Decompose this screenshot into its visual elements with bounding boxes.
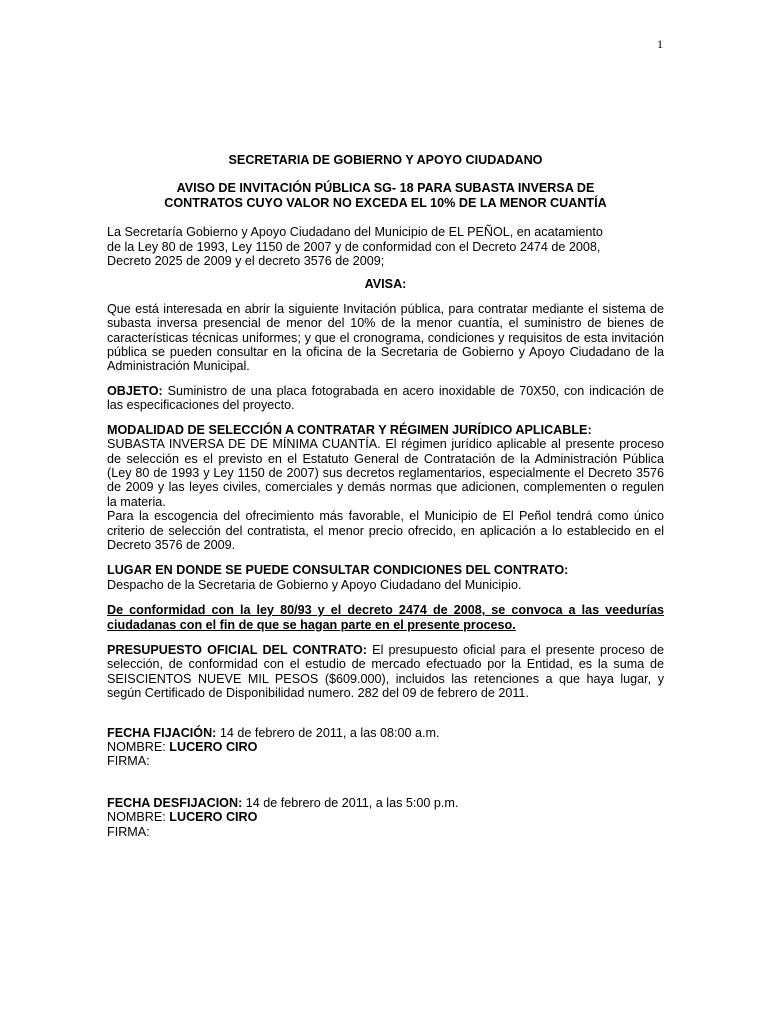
intro-line-1: La Secretaría Gobierno y Apoyo Ciudadano del Municipio de EL PEÑOL, en acatamiento bbox=[107, 225, 603, 240]
intro-paragraph bbox=[107, 225, 664, 268]
desfijacion-firma: FIRMA: bbox=[107, 824, 150, 839]
desfijacion-nombre-value: LUCERO CIRO bbox=[169, 810, 258, 825]
intro-line-2: de la Ley 80 de 1993, Ley 1150 de 2007 y de conformidad con el Decreto 2474 de 2008, bbox=[107, 239, 601, 254]
fecha-fijacion-label: FECHA FIJACIÓN: bbox=[107, 725, 217, 740]
fijacion-nombre-value: LUCERO CIRO bbox=[169, 740, 258, 754]
fijacion-firma: FIRMA: bbox=[107, 754, 150, 769]
secretaria-heading: SECRETARIA DE GOBIERNO Y APOYO CIUDADANO bbox=[228, 153, 543, 167]
lugar-section bbox=[107, 563, 664, 592]
modalidad-text: SUBASTA INVERSA DE DE MÍNIMA CUANTÍA. El régimen jurídico aplicable al presente proceso de selección es el previsto en el Estatuto General de Contratación de la Administración Pública (Ley 80 de 1993 y Ley 1150 de 2007) sus decretos reglamentarios, especialmente el Decreto 3576 de 2009 y las leyes civiles, comerciales y demás normas que adicionen, complementen o regulen la materia. bbox=[107, 437, 664, 509]
desfijacion-nombre bbox=[107, 810, 664, 824]
veedurias-paragraph: De conformidad con la ley 80/93 y el decreto 2474 de 2008, se convoca a las veedurías ciudadanas con el fin de que se hagan parte en el presente proceso. bbox=[107, 603, 664, 632]
desfijacion-nombre-label: NOMBRE: bbox=[107, 810, 170, 825]
fecha-desfijacion-value: 14 de febrero de 2011, a las 5:00 p.m. bbox=[242, 795, 459, 810]
document-body bbox=[107, 153, 664, 839]
page-number: 1 bbox=[657, 37, 663, 51]
desfijacion-block bbox=[107, 796, 664, 839]
fecha-fijacion bbox=[107, 726, 664, 740]
avisa-paragraph: Que está interesada en abrir la siguiente Invitación pública, para contratar mediante el sistema de subasta inversa presencial de menor del 10% de la menor cuantía, el suministro de bienes de características técnicas uniformes; y que el cronograma, condiciones y requisitos de esta invitación pública se pueden consultar en la oficina de la Secretaria de Gobierno y Apoyo Ciudadano de la Administración Municipal. bbox=[107, 301, 664, 374]
lugar-text: Despacho de la Secretaria de Gobierno y Apoyo Ciudadano del Municipio. bbox=[107, 577, 522, 592]
presupuesto-label: PRESUPUESTO OFICIAL DEL CONTRATO: bbox=[107, 642, 367, 657]
aviso-title-line-1: AVISO DE INVITACIÓN PÚBLICA SG- 18 PARA SUBASTA INVERSA DE bbox=[176, 181, 595, 196]
fecha-desfijacion-label: FECHA DESFIJACION: bbox=[107, 795, 243, 810]
presupuesto-text: El presupuesto oficial para el presente proceso de selección, de conformidad con el estudio de mercado efectuado por la Entidad, es la suma de SEISCIENTOS NUEVE MIL PESOS ($609.000), incluidos las retenciones a que haya lugar, y según Certificado de Disponibilidad numero. 282 del 09 de febrero de 2011. bbox=[107, 642, 664, 701]
modalidad-section bbox=[107, 423, 664, 553]
aviso-title-line-2: CONTRATOS CUYO VALOR NO EXCEDA EL 10% DE LA MENOR CUANTÍA bbox=[164, 195, 607, 210]
aviso-title bbox=[107, 181, 664, 210]
intro-line-3: Decreto 2025 de 2009 y el decreto 3576 de 2009; bbox=[107, 254, 385, 269]
modalidad-heading: MODALIDAD DE SELECCIÓN A CONTRATAR Y RÉGIMEN JURÍDICO APLICABLE: bbox=[107, 422, 592, 437]
objeto-text: Suministro de una placa fotograbada en acero inoxidable de 70X50, con indicación de las especificaciones del proyecto. bbox=[107, 383, 664, 413]
fecha-desfijacion bbox=[107, 796, 664, 810]
avisa-heading: AVISA: bbox=[364, 277, 407, 292]
fijacion-nombre-label: NOMBRE: bbox=[107, 740, 170, 754]
fijacion-block bbox=[107, 726, 664, 769]
fijacion-nombre bbox=[107, 740, 664, 754]
modalidad-text-2: Para la escogencia del ofrecimiento más favorable, el Municipio de El Peñol tendrá como único criterio de selección del contratista, el menor precio ofrecido, en aplicación a lo establecido en el Decreto 3576 de 2009. bbox=[107, 509, 664, 552]
objeto-paragraph bbox=[107, 384, 664, 413]
presupuesto-paragraph bbox=[107, 643, 664, 701]
lugar-heading: LUGAR EN DONDE SE PUEDE CONSULTAR CONDICIONES DEL CONTRATO: bbox=[107, 563, 569, 578]
objeto-label: OBJETO: bbox=[107, 383, 163, 398]
fecha-fijacion-value: 14 de febrero de 2011, a las 08:00 a.m. bbox=[216, 725, 440, 740]
